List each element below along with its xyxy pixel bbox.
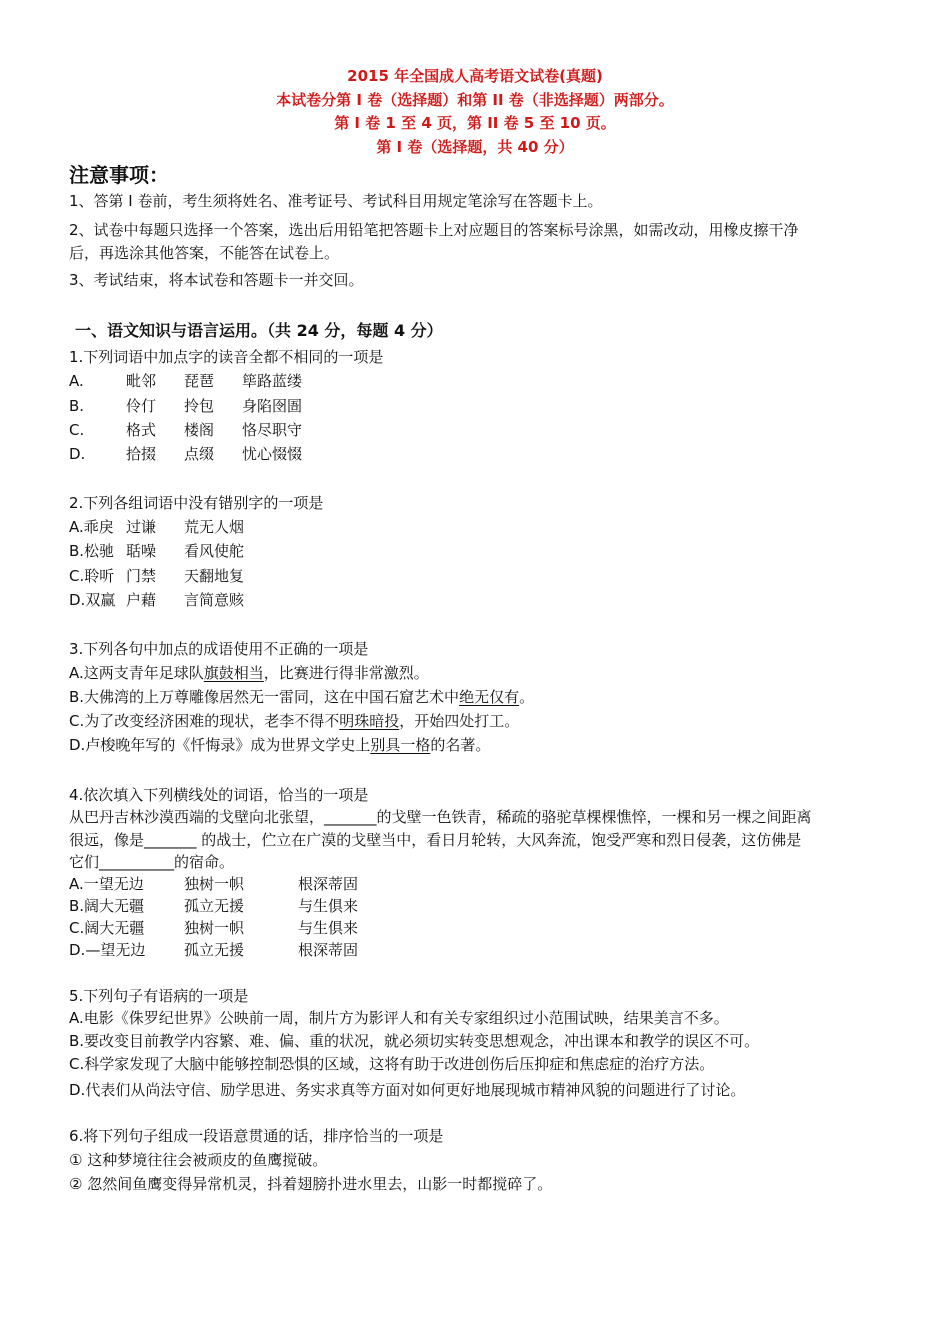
option-word: 格式 [126,421,157,439]
option-word: 拎包 [184,397,215,415]
option-word: 看风使舵 [184,542,245,560]
option-word: 拾掇 [126,445,157,463]
q5-option-a: A.电影《侏罗纪世界》公映前一周，制片方为影评人和有关专家组织过小范围试映，结果美言不多。 [69,1009,729,1027]
option-word: C.聆听 [69,567,115,585]
sentence-part: A.这两支青年足球队 [69,664,204,682]
q3-option-b [69,686,534,708]
option-label: B. [69,397,85,415]
marked-idiom: 绝无仅有 [459,688,520,706]
notice-heading: 注意事项： [69,163,169,187]
q4-passage-line-3: 它们__________的宿命。 [69,853,235,871]
option-word: D.双赢 [69,591,116,609]
option-word: 身陷囹圄 [242,397,303,415]
sentence-part: 。 [519,688,535,706]
page-range-note: 第 I 卷 1 至 4 页，第 II 卷 5 至 10 页。 [334,114,616,132]
q3-option-d [69,734,490,756]
section-1-heading: 一、语文知识与语言运用。（共 24 分，每题 4 分） [75,321,443,340]
option-word: 与生俱来 [298,919,359,937]
option-word: A.一望无边 [69,875,144,893]
sentence-part: 的名著。 [430,736,491,754]
option-word: B.松驰 [69,542,115,560]
option-word: C.阔大无疆 [69,919,145,937]
sentence-part: B.大佛湾的上万尊雕像居然无一雷同，这在中国石窟艺术中 [69,688,460,706]
exam-title: 2015 年全国成人高考语文试卷(真题) [347,67,603,85]
option-word: D.—望无边 [69,941,146,959]
q5-option-b: B.要改变目前教学内容繁、难、偏、重的状况，就必须切实转变思想观念，冲出课本和教学的误区不可。 [69,1032,760,1050]
option-word: 户藉 [126,591,157,609]
notice-item-2: 2、试卷中每题只选择一个答案，选出后用铅笔把答题卡上对应题目的答案标号涂黑，如需改动，用橡皮擦干净 [69,221,799,239]
option-label: D. [69,445,86,463]
notice-item-3: 3、考试结束，将本试卷和答题卡一并交回。 [69,271,364,289]
option-word: 孤立无援 [184,941,245,959]
marked-idiom: 旗鼓相当 [203,664,264,682]
q3-option-c [69,710,519,732]
q5-stem: 5.下列句子有语病的一项是 [69,987,249,1005]
option-word: 筚路蓝缕 [242,372,303,390]
option-word: 毗邻 [126,372,157,390]
option-word: 孤立无援 [184,897,245,915]
option-word: 根深蒂固 [298,941,359,959]
q3-stem: 3.下列各句中加点的成语使用不正确的一项是 [69,640,369,658]
option-word: 伶仃 [126,397,157,415]
option-word: 忧心惙惙 [242,445,303,463]
q5-option-c: C.科学家发现了大脑中能够控制恐惧的区域，这将有助于改进创伤后压抑症和焦虑症的治疗方法。 [69,1055,715,1073]
q6-item-2: ② 忽然间鱼鹰变得异常机灵，抖着翅膀扑进水里去，山影一时都搅碎了。 [69,1175,553,1193]
option-word: 言简意赅 [184,591,245,609]
q6-item-1: ① 这种梦境往往会被顽皮的鱼鹰搅破。 [69,1151,328,1169]
sentence-part: ，比赛进行得非常激烈。 [263,664,429,682]
option-word: 天翻地复 [184,567,245,585]
marked-idiom: 别具一格 [370,736,431,754]
q1-stem: 1.下列词语中加点字的读音全都不相同的一项是 [69,348,384,366]
option-word: 楼阁 [184,421,215,439]
sentence-part: C.为了改变经济困难的现状，老李不得不 [69,712,340,730]
exam-structure-note: 本试卷分第 I 卷（选择题）和第 II 卷（非选择题）两部分。 [276,91,674,109]
option-word: 独树一帜 [184,875,245,893]
option-word: 琵琶 [184,372,215,390]
notice-item-1: 1、答第 I 卷前，考生须将姓名、准考证号、考试科目用规定笔涂写在答题卡上。 [69,192,603,210]
q2-stem: 2.下列各组词语中没有错别字的一项是 [69,494,324,512]
q4-passage-line-2: 很远，像是_______ 的战士，伫立在广漠的戈壁当中，看日月轮转，大风奔流，饱受严寒和烈日侵袭，这仿佛是 [69,831,802,849]
q5-option-d: D.代表们从尚法守信、励学思进、务实求真等方面对如何更好地展现城市精神风貌的问题进行了讨论。 [69,1081,746,1099]
q4-stem: 4.依次填入下列横线处的词语，恰当的一项是 [69,786,369,804]
part-one-heading: 第 I 卷（选择题，共 40 分） [376,138,574,156]
marked-idiom: 明珠暗投 [339,712,400,730]
option-word: 荒无人烟 [184,518,245,536]
option-word: 点缀 [184,445,215,463]
q6-stem: 6.将下列句子组成一段语意贯通的话，排序恰当的一项是 [69,1127,444,1145]
sentence-part: ，开始四处打工。 [399,712,520,730]
option-word: 根深蒂固 [298,875,359,893]
q4-passage-line-1: 从巴丹吉林沙漠西端的戈壁向北张望，_______的戈壁一色铁青，稀疏的骆驼草棵棵憔悴，一棵和另一棵之间距离 [69,808,812,826]
option-word: 恪尽职守 [242,421,303,439]
option-label: C. [69,421,85,439]
notice-item-2-cont: 后，再选涂其他答案，不能答在试卷上。 [69,244,340,262]
option-word: 与生俱来 [298,897,359,915]
option-word: 独树一帜 [184,919,245,937]
option-word: 门禁 [126,567,157,585]
option-word: 过谦 [126,518,157,536]
option-word: 聒噪 [126,542,157,560]
option-word: B.阔大无疆 [69,897,145,915]
option-word: A.乖戾 [69,518,114,536]
sentence-part: D.卢梭晚年写的《忏悔录》成为世界文学史上 [69,736,371,754]
q3-option-a [69,662,429,684]
option-label: A. [69,372,84,390]
